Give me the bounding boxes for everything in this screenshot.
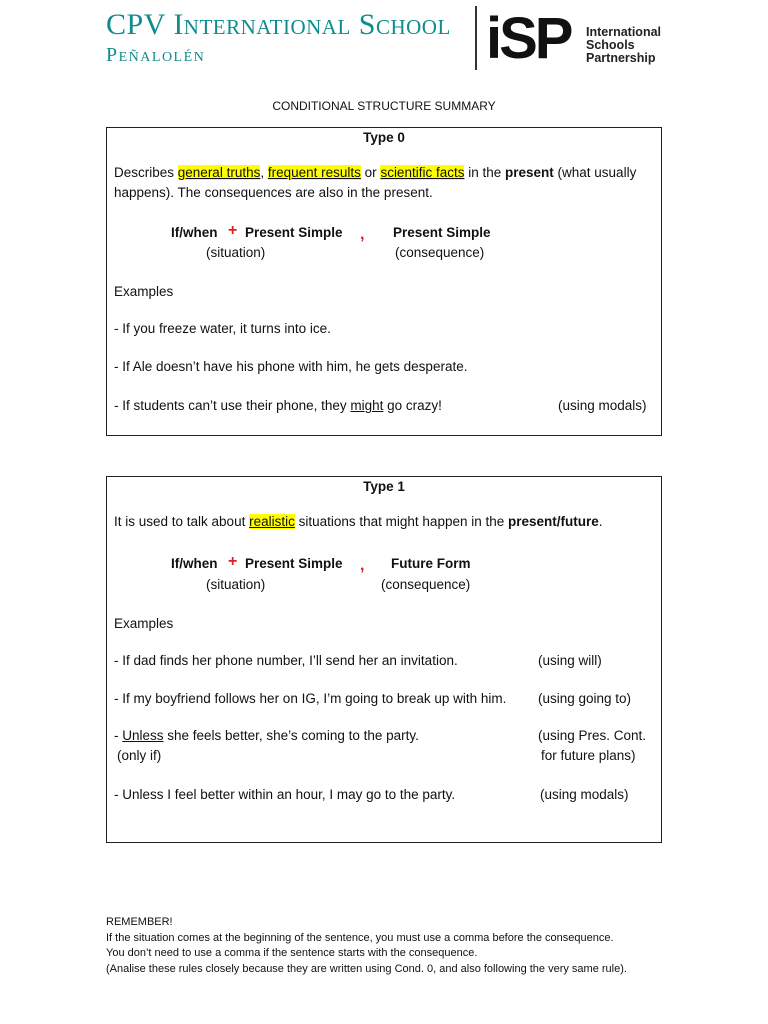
- type0-formula-if: If/when: [171, 225, 218, 240]
- type0-example: - If students can’t use their phone, they might go crazy!: [114, 398, 442, 413]
- type1-example-subnote: (only if): [117, 748, 162, 763]
- type1-box: [106, 476, 662, 843]
- type1-example-note: for future plans): [541, 748, 636, 763]
- school-name: CPV International School: [106, 8, 451, 41]
- type1-example: - If dad finds her phone number, I’ll send her an invitation.: [114, 653, 458, 668]
- school-subtitle: Peñalolén: [106, 44, 206, 66]
- type1-example-note: (using going to): [538, 691, 632, 706]
- type1-example-note: (using Pres. Cont.: [538, 728, 647, 743]
- type0-label-situation: (situation): [206, 245, 266, 260]
- comma-sign: ,: [360, 557, 365, 574]
- type0-label-consequence: (consequence): [395, 245, 485, 260]
- remember-line: (Analise these rules closely because they are written using Cond. 0, and also following the very same rule).: [106, 962, 627, 975]
- document-title: CONDITIONAL STRUCTURE SUMMARY: [272, 99, 496, 113]
- type0-example: - If you freeze water, it turns into ice.: [114, 321, 331, 336]
- type0-heading: Type 0: [363, 130, 405, 145]
- type0-example: - If Ale doesn’t have his phone with him, he gets desperate.: [114, 359, 468, 374]
- logo-text-line: Schools: [586, 38, 635, 52]
- remember-heading: REMEMBER!: [106, 916, 173, 928]
- type1-example-note: (using modals): [540, 787, 629, 802]
- type1-description: It is used to talk about realistic situations that might happen in the present/future.: [114, 514, 603, 529]
- type1-formula-result: Future Form: [391, 556, 471, 571]
- header-divider: [475, 6, 477, 70]
- type1-formula-if: If/when: [171, 556, 218, 571]
- isp-logo-text: [586, 26, 661, 65]
- plus-sign: +: [228, 222, 238, 239]
- plus-sign: +: [228, 553, 238, 570]
- type0-box: [106, 127, 662, 436]
- type0-example-note: (using modals): [558, 398, 647, 413]
- type1-example: - If my boyfriend follows her on IG, I’m going to break up with him.: [114, 691, 507, 706]
- type1-label-consequence: (consequence): [381, 577, 471, 592]
- comma-sign: ,: [360, 226, 365, 243]
- type1-examples-label: Examples: [114, 616, 174, 631]
- logo-text-line: Partnership: [586, 51, 656, 65]
- type1-formula-verb: Present Simple: [245, 556, 343, 571]
- remember-line: If the situation comes at the beginning of the sentence, you must use a comma before the consequence.: [106, 931, 614, 944]
- type0-formula-result: Present Simple: [393, 225, 491, 240]
- type0-description-line2: happens). The consequences are also in the present.: [114, 185, 433, 200]
- remember-line: You don’t need to use a comma if the sentence starts with the consequence.: [106, 947, 478, 959]
- type1-heading: Type 1: [363, 479, 405, 494]
- type0-examples-label: Examples: [114, 284, 174, 299]
- type0-description: Describes general truths, frequent results or scientific facts in the present (what usually: [114, 165, 637, 180]
- remember-section: [106, 915, 627, 977]
- type1-example: - Unless I feel better within an hour, I may go to the party.: [114, 787, 456, 802]
- isp-logo: iSP: [486, 6, 571, 71]
- logo-text-line: International: [586, 25, 662, 39]
- type1-example-note: (using will): [538, 653, 602, 668]
- type0-formula-verb: Present Simple: [245, 225, 343, 240]
- type1-label-situation: (situation): [206, 577, 266, 592]
- type1-example: - Unless she feels better, she’s coming to the party.: [114, 728, 419, 743]
